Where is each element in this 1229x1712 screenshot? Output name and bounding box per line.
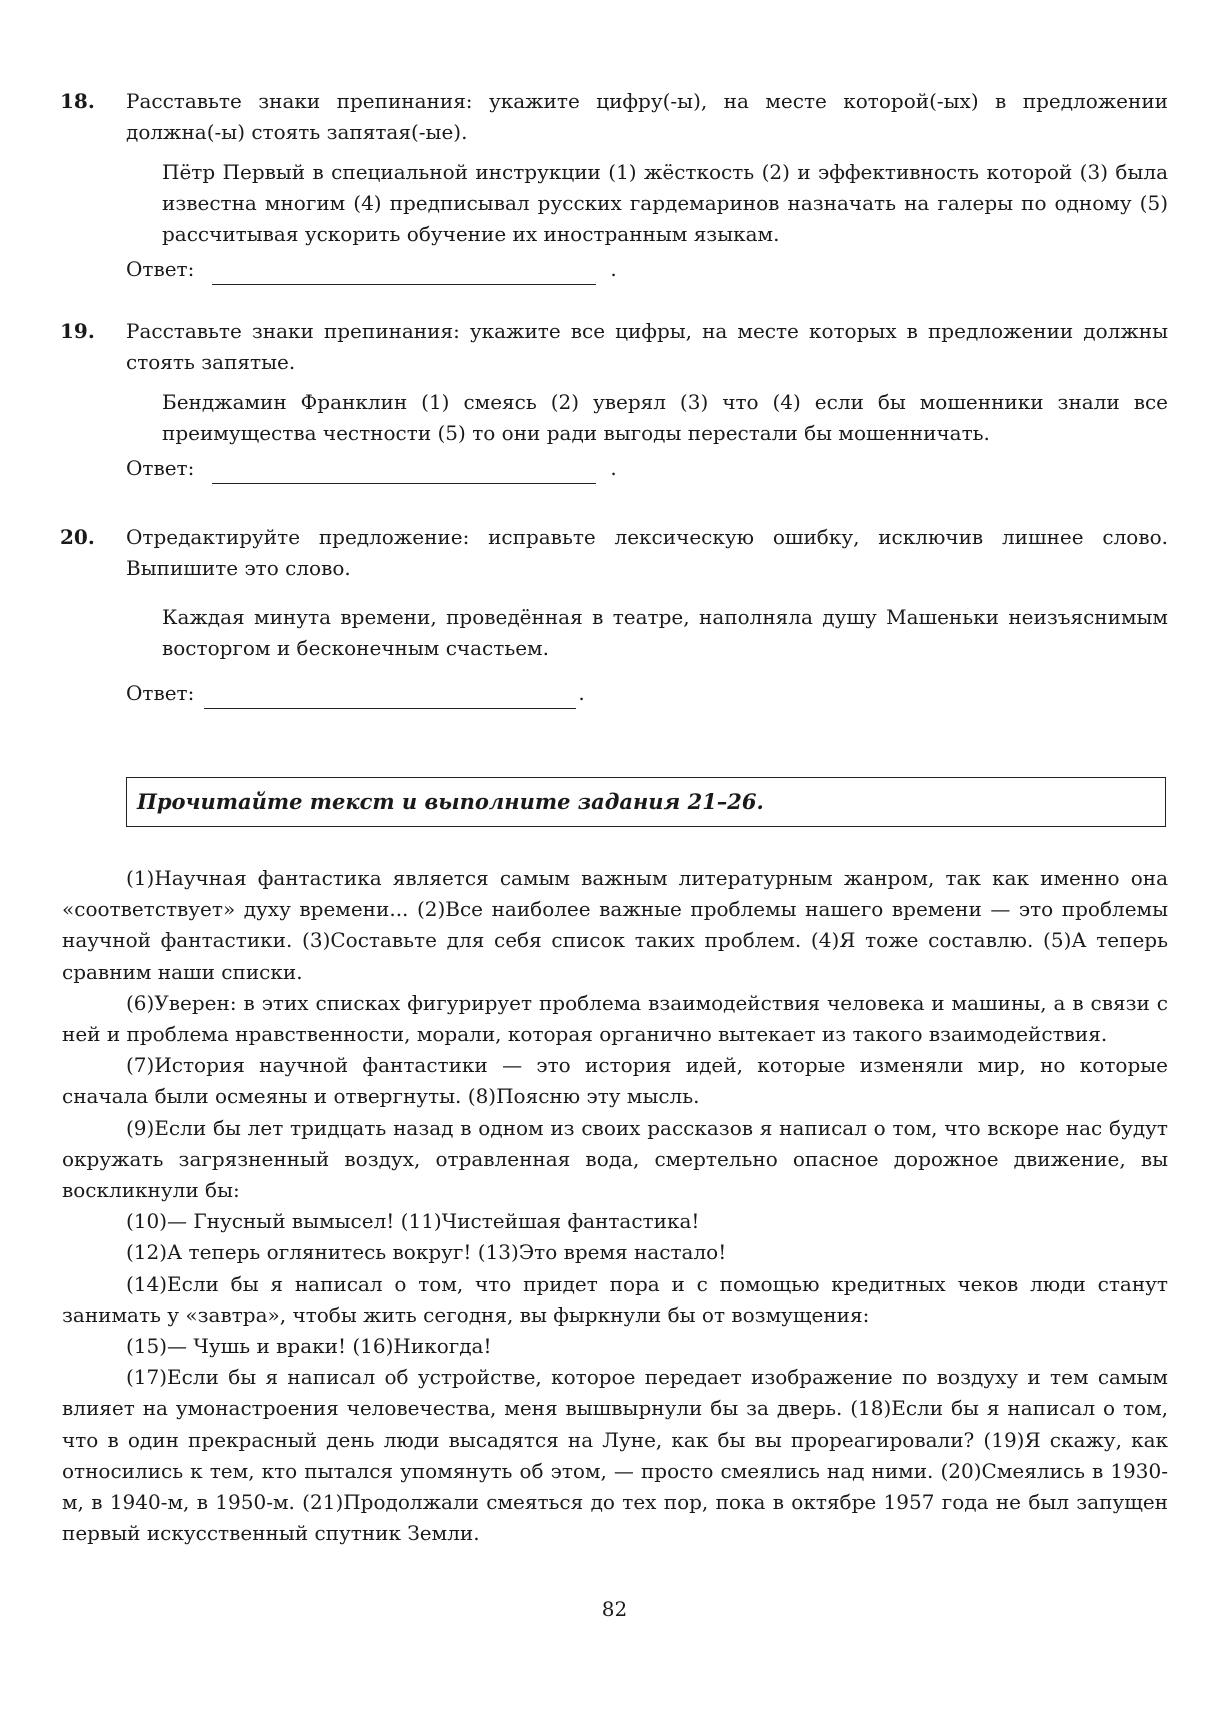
page-number: 82 [601, 1597, 628, 1621]
answer-label: Ответ: [126, 681, 195, 705]
task-19 [60, 316, 1168, 484]
task-instruction: Расставьте знаки препинания: укажите все цифры, на месте которых в предложении должны стоять запятые. [126, 319, 1168, 374]
paragraph: (7)История научной фантастики — это история идей, которые изменяли мир, но которые сначала были осмеяны и отвергнуты. (8)Поясню эту мысль. [62, 1053, 1168, 1109]
task-instruction: Расставьте знаки препинания: укажите цифру(-ы), на месте которой(-ых) в предложении должна(-ы) стоять запятая(-ые). [126, 89, 1168, 144]
answer-input-line[interactable] [204, 686, 576, 709]
reading-text [62, 863, 1168, 1549]
answer-row [126, 254, 1168, 285]
paragraph: (15)— Чушь и враки! (16)Никогда! [126, 1334, 492, 1359]
paragraph: (14)Если бы я написал о том, что придет пора и с помощью кредитных чеков люди станут занимать у «завтра», чтобы жить сегодня, вы фыркнули бы от возмущения: [62, 1271, 1168, 1327]
answer-input-line[interactable] [212, 461, 596, 484]
answer-end-dot: . [610, 456, 617, 480]
task-sentence: Каждая минута времени, проведённая в театре, наполняла душу Машеньки неизъяснимым восторгом и бесконечным счастьем. [162, 605, 1168, 660]
answer-end-dot: . [610, 257, 617, 281]
answer-row [126, 453, 1168, 484]
task-number: 18. [60, 89, 95, 113]
paragraph: (12)А теперь оглянитесь вокруг! (13)Это время настало! [126, 1240, 727, 1265]
answer-label: Ответ: [126, 456, 195, 480]
answer-label: Ответ: [126, 257, 195, 281]
task-number: 20. [60, 525, 95, 549]
paragraph: (9)Если бы лет тридцать назад в одном из своих рассказов я написал о том, что вскоре нас будут окружать загрязненный воздух, отравленная вода, смертельно опасное дорожное движение, вы воскликнули бы: [62, 1115, 1168, 1203]
reading-task-header: Прочитайте текст и выполните задания 21–26. [126, 777, 1166, 827]
task-instruction: Отредактируйте предложение: исправьте лексическую ошибку, исключив лишнее слово. Выпишите это слово. [126, 525, 1168, 580]
task-18 [60, 86, 1168, 285]
answer-row [126, 678, 1168, 709]
paragraph: (17)Если бы я написал об устройстве, которое передает изображение по воздуху и тем самым влияет на умонастроения человечества, меня вышвырнули бы за дверь. (18)Если бы я написал о том, что в один прекрасный день люди высадятся на Луне, как бы вы прореагировали? (19)Я скажу, как относились к тем, кто пытался упомянуть об этом, — просто смеялись над ними. (20)Смеялись в 1930-м, в 1940-м, в 1950-м. (21)Продолжали смеяться до тех пор, пока в октябре 1957 года не был запущен первый искусственный спутник Земли. [62, 1365, 1168, 1546]
answer-end-dot: . [578, 681, 585, 705]
paragraph: (10)— Гнусный вымысел! (11)Чистейшая фантастика! [126, 1209, 700, 1234]
task-sentence: Пётр Первый в специальной инструкции (1) жёсткость (2) и эффективность которой (3) была известна многим (4) предписывал русских гардемаринов назначать на галеры по одному (5) рассчитывая ускорить обучение их иностранным языкам. [162, 160, 1168, 246]
paragraph: (6)Уверен: в этих списках фигурирует проблема взаимодействия человека и машины, а в связи с ней и проблема нравственности, морали, которая органично вытекает из такого взаимодействия. [62, 990, 1168, 1047]
task-20 [60, 522, 1168, 709]
task-sentence: Бенджамин Франклин (1) смеясь (2) уверял (3) что (4) если бы мошенники знали все преимущества честности (5) то они ради выгоды перестали бы мошенничать. [162, 390, 1168, 445]
answer-input-line[interactable] [212, 262, 596, 285]
task-number: 19. [60, 319, 95, 343]
paragraph: (1)Научная фантастика является самым важным литературным жанром, так как именно она «соответствует» духу времени... (2)Все наиболее важные проблемы нашего времени — это проблемы научной фантастики. (3)Составьте для себя список таких проблем. (4)Я тоже составлю. (5)А теперь сравним наши списки. [62, 866, 1168, 984]
